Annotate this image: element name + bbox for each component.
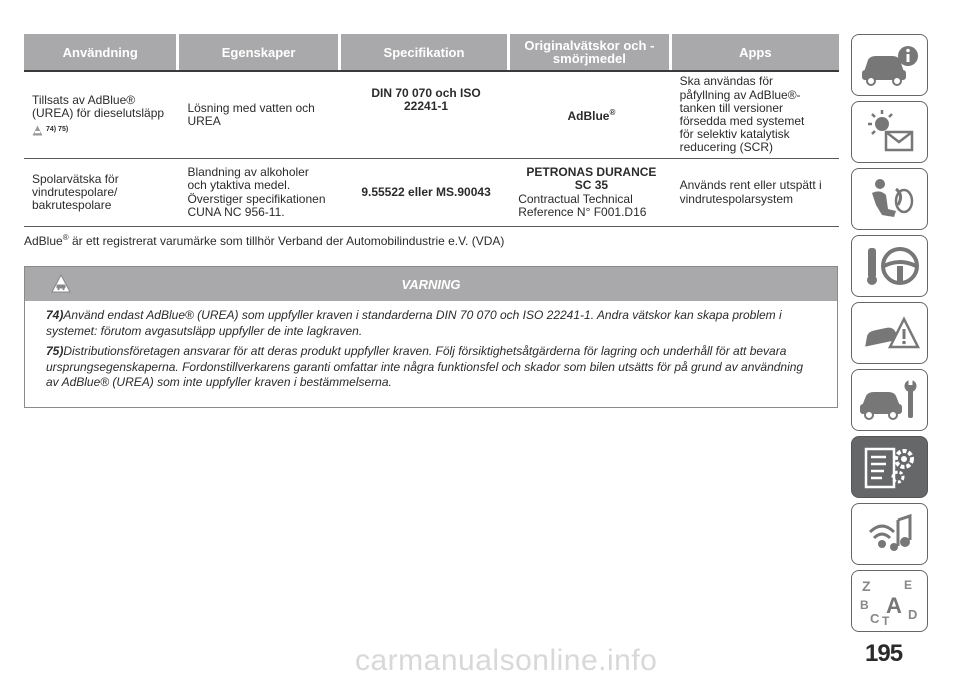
warning-car-icon (32, 125, 43, 136)
cell-line: Ska användas för (679, 74, 774, 89)
footnote-text: är ett registrerat varumärke som tillhör Verband der Automobilindustrie e.V. (VDA) (68, 234, 505, 248)
header-properties: Egenskaper (179, 34, 337, 70)
cell-line: bakrutespolare (32, 198, 112, 213)
cell-line: tanken till versioner (679, 100, 784, 115)
cell-line: UREA (187, 114, 221, 128)
tab-starting-driving[interactable] (851, 235, 928, 297)
svg-text:A: A (885, 593, 902, 618)
warning-box (24, 266, 838, 408)
product-name (567, 106, 615, 123)
tab-emergency[interactable] (851, 302, 928, 364)
warning-text: Använd endast AdBlue® (UREA) som uppfyller kraven i standarderna DIN 70 070 och ISO 22241-1. Andra vätskor kan skapa problem i systemet: förutom avgasutsläpp uppfyller de inte lagkraven. (46, 308, 782, 338)
svg-text:B: B (859, 598, 869, 612)
seat-airbag-icon (858, 175, 922, 223)
cell-line: påfyllning av AdBlue®- (679, 87, 801, 102)
cell-line: vindrutespolarsystem (679, 191, 794, 206)
cell-line: CUNA NC 956-11. (187, 204, 285, 219)
trademark-footnote (24, 233, 504, 248)
cell-line: Contractual Technical (518, 191, 633, 206)
table-row (24, 72, 839, 159)
cell-properties (179, 72, 337, 158)
cell-line: Lösning med vatten och (187, 100, 315, 115)
tab-technical-data[interactable] (851, 436, 928, 498)
cell-line: försedda med systemet (679, 114, 805, 128)
header-original-fluids: Originalvätskor och -smörjmedel (510, 34, 668, 70)
cell-line: 22241-1 (404, 99, 449, 114)
cell-apps (672, 72, 839, 158)
cell-properties (179, 159, 337, 226)
warning-num: 75) (46, 344, 64, 358)
cell-line: Reference N° F001.D16 (518, 204, 647, 219)
warning-title: VARNING (401, 276, 461, 292)
table-row (24, 159, 839, 227)
cell-original (510, 159, 668, 226)
svg-text:T: T (881, 614, 889, 627)
cell-line: Används rent eller utspätt i (679, 178, 822, 193)
music-phone-icon (858, 510, 922, 558)
lights-envelope-icon (858, 108, 922, 156)
refs-text: 74) 75) (46, 125, 69, 133)
cell-line: Tillsats av AdBlue® (32, 93, 136, 108)
warning-item (46, 308, 817, 339)
product-name: SC 35 (574, 178, 609, 193)
cell-spec (341, 72, 507, 158)
tab-lights-messages[interactable] (851, 101, 928, 163)
registered-mark: ® (62, 233, 69, 242)
svg-text:Z: Z (861, 578, 871, 594)
cell-line: (UREA) för dieselutsläpp (32, 106, 165, 121)
svg-text:D: D (907, 607, 917, 622)
alphabet-index-icon (858, 575, 922, 627)
tab-multimedia[interactable] (851, 503, 928, 565)
chapter-tabs (851, 34, 930, 637)
cell-line: DIN 70 070 och ISO (371, 86, 481, 100)
warning-item (46, 344, 817, 391)
tab-safety[interactable] (851, 168, 928, 230)
warning-num: 74) (46, 308, 64, 322)
page-number: 195 (865, 640, 903, 667)
cell-spec (341, 159, 507, 226)
warning-car-icon (51, 274, 71, 294)
watermark: carmanualsonline.info (355, 644, 658, 677)
svg-text:E: E (903, 578, 912, 592)
cell-line: Spolarvätska för (32, 171, 119, 186)
registered-mark: ® (609, 108, 616, 118)
tab-maintenance[interactable] (851, 369, 928, 431)
cell-line: och ytaktiva medel. (187, 178, 291, 193)
car-accident-warning-icon (858, 309, 922, 357)
header-usage: Användning (24, 34, 176, 70)
cell-line: 9.55522 eller MS.90043 (361, 184, 491, 199)
table-header (24, 34, 839, 72)
car-wrench-icon (858, 376, 922, 424)
header-apps: Apps (672, 34, 839, 70)
svg-text:C: C (869, 611, 879, 626)
tab-index[interactable] (851, 570, 928, 632)
cell-line: för selektiv katalytisk (679, 127, 790, 142)
cell-line: Överstiger specifikationen (187, 191, 326, 206)
warning-header (25, 267, 837, 301)
cell-line: Blandning av alkoholer (187, 165, 309, 180)
cell-line: vindrutespolare/ (32, 184, 118, 199)
key-steering-wheel-icon (858, 242, 922, 290)
cell-line: reducering (SCR) (679, 140, 773, 155)
tab-car-info[interactable] (851, 34, 928, 96)
cell-original (510, 72, 668, 158)
cell-apps (672, 159, 839, 226)
warning-body (25, 301, 837, 391)
car-info-icon (858, 42, 922, 88)
cell-usage (24, 159, 176, 226)
fluids-table (24, 34, 839, 227)
product-name: PETRONAS DURANCE (526, 165, 657, 180)
cell-usage (24, 72, 176, 158)
product-name-text: AdBlue (567, 109, 610, 124)
header-specification: Specifikation (341, 34, 507, 70)
warning-refs (32, 123, 172, 136)
warning-text: Distributionsföretagen ansvarar för att deras produkt uppfyller kraven. Följ försiktighetsåtgärderna för lagring och underhåll för att bevara ursprungsegenskaperna. Fordonstillverkarens garanti omfattar inte några funktionsfel och skador som bilen utsätts för på grund av användning av AdBlue® (UREA) som inte uppfyller kraven i bestämmelserna. (46, 344, 804, 389)
footnote-brand: AdBlue (24, 234, 63, 248)
list-gear-icon (858, 443, 922, 491)
